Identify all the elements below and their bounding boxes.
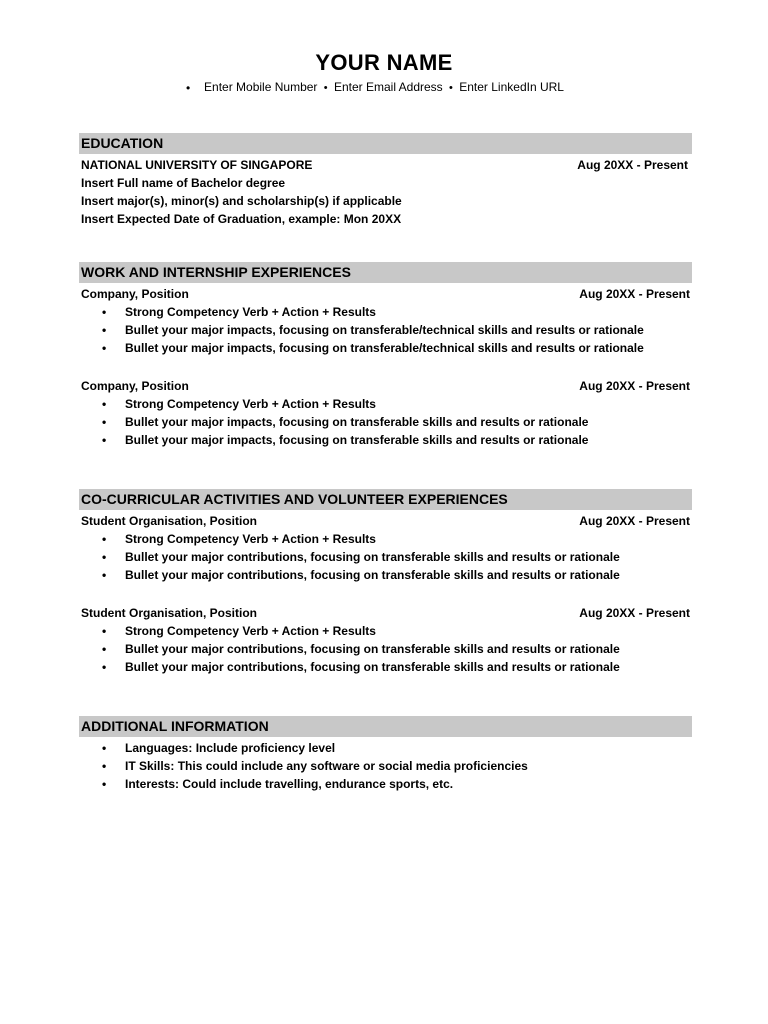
school-row [79, 156, 692, 174]
item-label: IT Skills: [125, 759, 175, 773]
list-item: • Bullet your major contributions, focusing on transferable skills and results or rationale [79, 548, 692, 566]
list-item [79, 775, 692, 793]
additional-section [79, 716, 692, 793]
separator-dot: • [449, 82, 453, 94]
linkedin-url: Enter LinkedIn URL [459, 80, 564, 94]
section-heading: ADDITIONAL INFORMATION [79, 716, 692, 737]
list-item: • Strong Competency Verb + Action + Results [79, 303, 692, 321]
cocurricular-section [79, 489, 692, 676]
item-text: Could include travelling, endurance sports, etc. [182, 777, 454, 791]
list-item: • Bullet your major impacts, focusing on transferable skills and results or rationale [79, 431, 692, 449]
list-item: • Bullet your major impacts, focusing on transferable/technical skills and results or rationale [79, 321, 692, 339]
list-item: • Strong Competency Verb + Action + Results [79, 622, 692, 640]
bullet-list [79, 739, 692, 793]
entry-header [79, 512, 692, 530]
list-item: • Bullet your major impacts, focusing on transferable skills and results or rationale [79, 413, 692, 431]
school-name: NATIONAL UNIVERSITY OF SINGAPORE [81, 158, 313, 172]
entry-title: Student Organisation, Position [81, 514, 258, 528]
work-entry [79, 377, 692, 449]
list-item: • Bullet your major contributions, focusing on transferable skills and results or rationale [79, 566, 692, 584]
entry-title: Company, Position [81, 379, 189, 393]
activity-entry [79, 604, 692, 676]
majors-line: Insert major(s), minor(s) and scholarship(s) if applicable [81, 194, 402, 208]
work-entry [79, 285, 692, 357]
degree-line: Insert Full name of Bachelor degree [81, 176, 286, 190]
list-item: • Bullet your major contributions, focusing on transferable skills and results or rationale [79, 658, 692, 676]
entry-header [79, 377, 692, 395]
date-range: Aug 20XX - Present [579, 379, 690, 393]
date-range: Aug 20XX - Present [579, 514, 690, 528]
entry-title: Company, Position [81, 287, 189, 301]
section-heading: CO-CURRICULAR ACTIVITIES AND VOLUNTEER EXPERIENCES [79, 489, 692, 510]
date-range: Aug 20XX - Present [579, 287, 690, 301]
list-item: • Strong Competency Verb + Action + Results [79, 530, 692, 548]
section-heading: WORK AND INTERNSHIP EXPERIENCES [79, 262, 692, 283]
entry-title: Student Organisation, Position [81, 606, 258, 620]
graduation-line: Insert Expected Date of Graduation, example: Mon 20XX [81, 212, 402, 226]
candidate-name: YOUR NAME [315, 50, 453, 75]
separator-dot: • [323, 82, 328, 94]
bullet-list [79, 622, 692, 676]
item-text: Include proficiency level [195, 741, 336, 755]
bullet-icon: • [186, 81, 191, 95]
work-section [79, 262, 692, 449]
list-item: • Bullet your major contributions, focusing on transferable skills and results or rationale [79, 640, 692, 658]
activity-entry [79, 512, 692, 584]
list-item [79, 757, 692, 775]
mobile-number: Enter Mobile Number [204, 80, 318, 94]
bullet-list [79, 530, 692, 584]
list-item [79, 739, 692, 757]
item-text: This could include any software or social media proficiencies [177, 759, 528, 773]
email-address: Enter Email Address [333, 80, 443, 94]
education-section [79, 133, 692, 228]
item-label: Interests: [125, 777, 180, 791]
date-range: Aug 20XX - Present [577, 158, 688, 172]
contact-line [0, 80, 768, 94]
list-item: • Strong Competency Verb + Action + Results [79, 395, 692, 413]
item-label: Languages: [125, 741, 193, 755]
entry-header [79, 285, 692, 303]
section-heading: EDUCATION [79, 133, 692, 154]
bullet-list [79, 303, 692, 357]
entry-header [79, 604, 692, 622]
bullet-list [79, 395, 692, 449]
date-range: Aug 20XX - Present [579, 606, 690, 620]
list-item: • Bullet your major impacts, focusing on transferable/technical skills and results or rationale [79, 339, 692, 357]
